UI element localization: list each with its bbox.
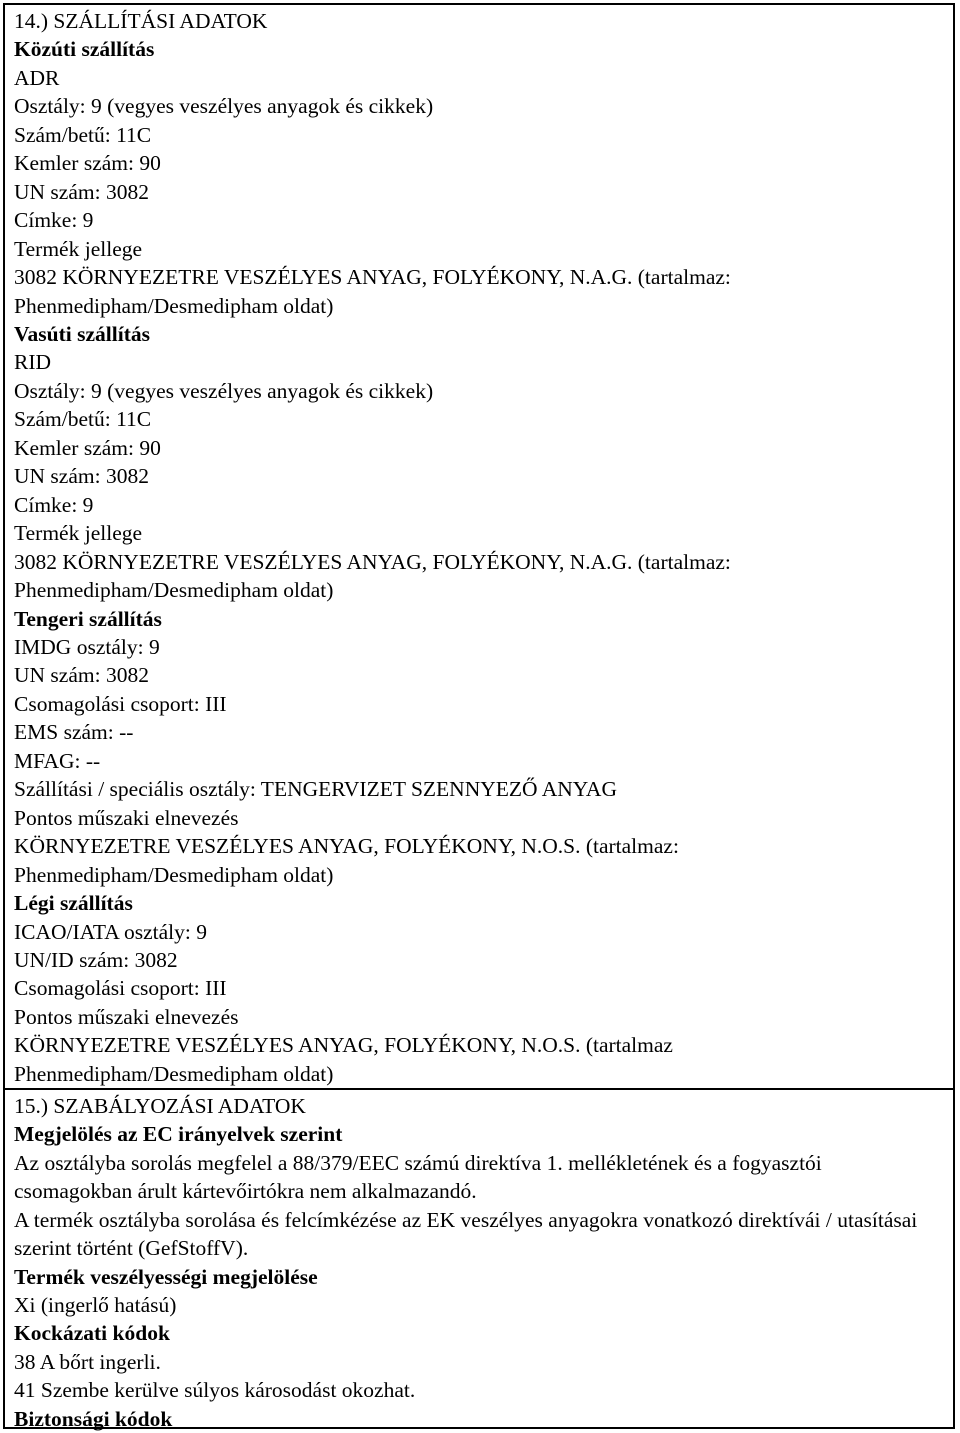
risk-phrases-title: Kockázati kódok xyxy=(14,1321,170,1346)
sea-special-class: Szállítási / speciális osztály: TENGERVIZET SZENNYEZŐ ANYAG xyxy=(14,777,617,802)
safety-phrases-title: Biztonsági kódok xyxy=(14,1406,173,1431)
air-icao-class: ICAO/IATA osztály: 9 xyxy=(14,919,207,944)
sea-un-number: UN szám: 3082 xyxy=(14,663,149,688)
ec-directives-paragraph-2: A termék osztályba sorolása és felcímkézése az EK veszélyes anyagokra vonatkozó direktívái / utasításai szerint történt (GefStoffV). xyxy=(14,1207,918,1261)
air-transport-title: Légi szállítás xyxy=(14,891,133,916)
section-15-regulatory xyxy=(3,1088,955,1429)
risk-phrase-41: 41 Szembe kerülve súlyos károsodást okozhat. xyxy=(14,1378,416,1403)
sea-ems-number: EMS szám: -- xyxy=(14,720,134,745)
sea-tech-name-label: Pontos műszaki elnevezés xyxy=(14,805,239,830)
air-tech-name-label: Pontos műszaki elnevezés xyxy=(14,1004,239,1029)
rail-number-letter: Szám/betű: 11C xyxy=(14,407,152,432)
section-14-transport xyxy=(3,3,955,1090)
section-15-heading: 15.) SZABÁLYOZÁSI ADATOK xyxy=(14,1094,306,1118)
section-14-heading: 14.) SZÁLLÍTÁSI ADATOK xyxy=(14,9,268,33)
ec-directives-paragraph-1: Az osztályba sorolás megfelel a 88/379/EEC számú direktíva 1. mellékletének és a fogyasztói csomagokban árult kártevőirtókra nem alkalmazandó. xyxy=(14,1150,822,1204)
rail-nature-label: Termék jellege xyxy=(14,521,143,546)
sea-tech-name-line-1: KÖRNYEZETRE VESZÉLYES ANYAG, FOLYÉKONY, N.O.S. (tartalmaz: xyxy=(14,834,679,859)
road-un-number: UN szám: 3082 xyxy=(14,179,149,204)
road-number-letter: Szám/betű: 11C xyxy=(14,122,152,147)
sea-transport-title: Tengeri szállítás xyxy=(14,606,162,631)
road-code: ADR xyxy=(14,65,60,90)
road-nature-line-1: 3082 KÖRNYEZETRE VESZÉLYES ANYAG, FOLYÉKONY, N.A.G. (tartalmaz: xyxy=(14,265,731,290)
rail-nature-line-1: 3082 KÖRNYEZETRE VESZÉLYES ANYAG, FOLYÉKONY, N.A.G. (tartalmaz: xyxy=(14,549,731,574)
rail-code: RID xyxy=(14,350,52,375)
hazard-designation-value: Xi (ingerlő hatású) xyxy=(14,1292,177,1317)
rail-transport-title: Vasúti szállítás xyxy=(14,321,150,346)
road-nature-label: Termék jellege xyxy=(14,236,143,261)
road-transport-title: Közúti szállítás xyxy=(14,37,155,62)
road-class: Osztály: 9 (vegyes veszélyes anyagok és cikkek) xyxy=(14,94,434,119)
sea-mfag: MFAG: -- xyxy=(14,748,101,773)
risk-phrase-38: 38 A bőrt ingerli. xyxy=(14,1349,161,1374)
road-label: Címke: 9 xyxy=(14,208,94,233)
air-tech-name-line-2: Phenmedipham/Desmedipham oldat) xyxy=(14,1061,334,1086)
air-unid-number: UN/ID szám: 3082 xyxy=(14,947,178,972)
hazard-designation-title: Termék veszélyességi megjelölése xyxy=(14,1264,318,1289)
road-nature-line-2: Phenmedipham/Desmedipham oldat) xyxy=(14,293,334,318)
road-kemler: Kemler szám: 90 xyxy=(14,151,161,176)
air-tech-name-line-1: KÖRNYEZETRE VESZÉLYES ANYAG, FOLYÉKONY, N.O.S. (tartalmaz xyxy=(14,1033,673,1058)
ec-directives-title: Megjelölés az EC irányelvek szerint xyxy=(14,1122,343,1147)
rail-class: Osztály: 9 (vegyes veszélyes anyagok és cikkek) xyxy=(14,378,434,403)
sea-tech-name-line-2: Phenmedipham/Desmedipham oldat) xyxy=(14,862,334,887)
rail-nature-line-2: Phenmedipham/Desmedipham oldat) xyxy=(14,578,334,603)
rail-un-number: UN szám: 3082 xyxy=(14,464,149,489)
sea-packing-group: Csomagolási csoport: III xyxy=(14,691,227,716)
rail-label: Címke: 9 xyxy=(14,492,94,517)
air-packing-group: Csomagolási csoport: III xyxy=(14,976,227,1001)
rail-kemler: Kemler szám: 90 xyxy=(14,435,161,460)
sea-imdg-class: IMDG osztály: 9 xyxy=(14,634,160,659)
